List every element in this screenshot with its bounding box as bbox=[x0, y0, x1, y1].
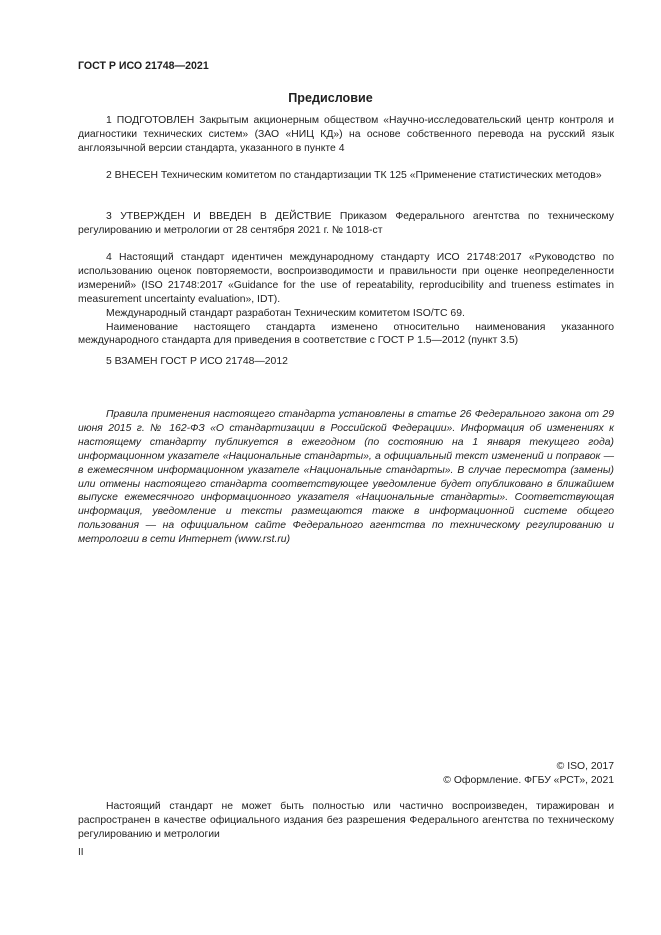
foreword-item-text: 2 ВНЕСЕН Техническим комитетом по стандартизации ТК 125 «Применение статистических методов» bbox=[106, 170, 602, 181]
foreword-item-1 bbox=[78, 114, 614, 156]
document-header: ГОСТ Р ИСО 21748—2021 bbox=[78, 60, 209, 72]
foreword-item-text: 1 ПОДГОТОВЛЕН Закрытым акционерным обществом «Научно-исследовательский центр контроля и диагностики технических систем» (ЗАО «НИЦ КД») на основе собственного перевода на русский язык англоязычной версии стандарта, указанного в пункте 4 bbox=[78, 115, 614, 154]
foreword-item-text: 4 Настоящий стандарт идентичен международному стандарту ИСО 21748:2017 «Руководство по использованию оценок повторяемости, воспроизводимости и правильности при оценке неопределенности измерений» (ISO 21748:2017 «Guidance for the use of repeatability, reproducibility and trueness estimates in measurement uncertainty evaluation», IDT). bbox=[78, 252, 614, 305]
foreword-item-subtext: Международный стандарт разработан Техническим комитетом ISO/TC 69. bbox=[106, 307, 465, 319]
copyright-design: © Оформление. ФГБУ «РСТ», 2021 bbox=[443, 774, 614, 786]
application-rules-notice bbox=[78, 408, 614, 547]
copyright-block bbox=[443, 760, 614, 788]
foreword-item-subtext: Наименование настоящего стандарта изменено относительно наименования указанного международного стандарта для приведения в соответствие с ГОСТ Р 1.5—2012 (пункт 3.5) bbox=[78, 321, 614, 347]
foreword-item-text: 3 УТВЕРЖДЕН И ВВЕДЕН В ДЕЙСТВИЕ Приказом Федерального агентства по техническому регулированию и метрологии от 28 сентября 2021 г. № 1018-ст bbox=[78, 211, 614, 236]
foreword-item-3 bbox=[78, 210, 614, 238]
notice-text: Правила применения настоящего стандарта установлены в статье 26 Федерального закона от 29 июня 2015 г. № 162-ФЗ «О стандартизации в Российской Федерации». Информация об изменениях к настоящему стандарту публикуется в ежегодном (по состоянию на 1 января текущего года) информационном указателе «Национальные стандарты», а официальный текст изменений и поправок — в ежемесячном информационном указателе «Национальные стандарты». В случае пересмотра (замены) или отмены настоящего стандарта соответствующее уведомление будет опубликовано в ближайшем выпуске ежемесячного информационного указателя «Национальные стандарты». Соответствующая информация, уведомление и тексты размещаются также в информационной системе общего пользования — на официальном сайте Федерального агентства по техническому регулированию и метрологии в сети Интернет (www.rst.ru) bbox=[78, 409, 614, 546]
foreword-item-4 bbox=[78, 251, 614, 348]
reproduction-notice-text: Настоящий стандарт не может быть полностью или частично воспроизведен, тиражирован и распространен в качестве официального издания без разрешения Федерального агентства по техническому регулированию и метрологии bbox=[78, 801, 614, 840]
reproduction-notice bbox=[78, 800, 614, 842]
foreword-item-5 bbox=[78, 355, 614, 369]
foreword-item-2 bbox=[78, 169, 614, 183]
foreword-item-text: 5 ВЗАМЕН ГОСТ Р ИСО 21748—2012 bbox=[106, 356, 288, 367]
page-number: II bbox=[78, 847, 84, 858]
copyright-iso: © ISO, 2017 bbox=[556, 761, 614, 772]
page-title: Предисловие bbox=[288, 91, 373, 105]
